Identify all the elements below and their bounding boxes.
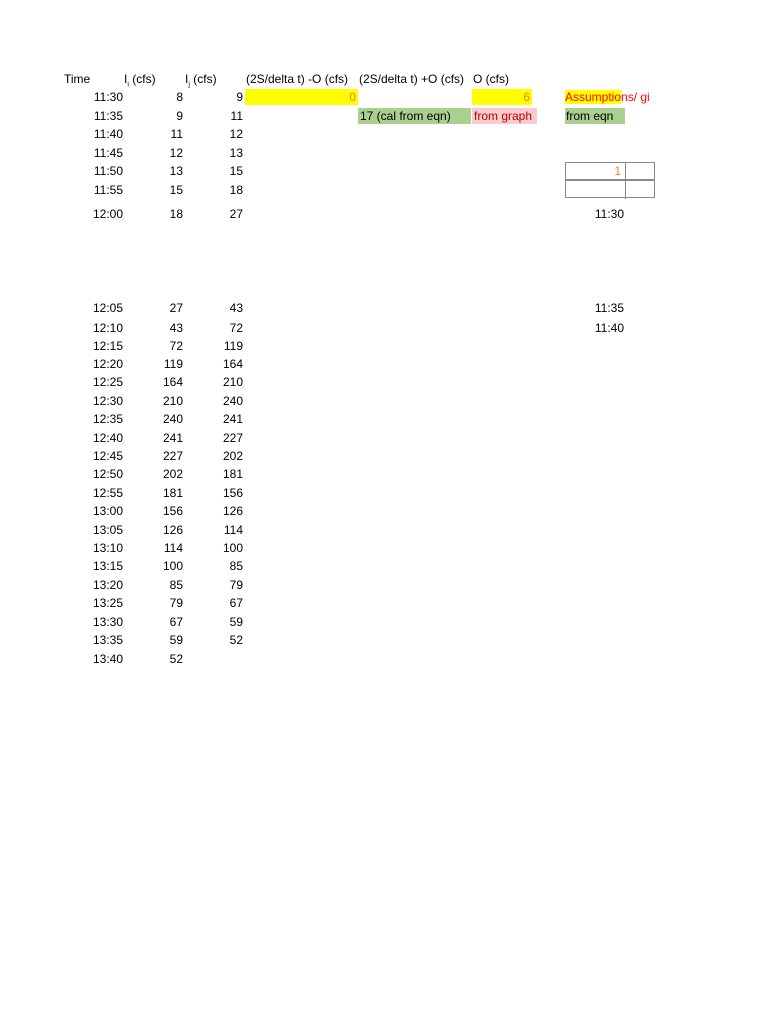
cell-ij[interactable]: 59 [229, 615, 243, 629]
cell-time[interactable]: 12:45 [92, 449, 123, 463]
cell-time[interactable]: 12:00 [92, 207, 123, 221]
cell-ii[interactable]: 119 [163, 357, 183, 371]
cell-ij[interactable]: 227 [222, 431, 243, 445]
header-2s-plus-o[interactable]: (2S/delta t) +O (cfs) [359, 72, 465, 86]
cell-ii[interactable]: 114 [163, 541, 183, 555]
cell-time[interactable]: 12:15 [92, 339, 123, 353]
cell-2s-plus-second[interactable]: 17 (cal from eqn) [358, 108, 471, 124]
cell-from-eqn[interactable]: from eqn [565, 108, 625, 124]
cell-ii[interactable]: 181 [162, 486, 183, 500]
value-2s-minus-first: 0 [349, 90, 356, 104]
cell-ij[interactable]: 114 [223, 523, 243, 537]
cell-ij[interactable]: 156 [222, 486, 243, 500]
cell-ij[interactable]: 43 [229, 301, 243, 315]
cell-2s-minus-first[interactable] [245, 89, 358, 105]
header-ii-sub: i [127, 81, 129, 89]
assumptions-highlight: Assumptio [565, 90, 622, 104]
cell-ij[interactable]: 240 [222, 394, 243, 408]
cell-ii[interactable]: 72 [169, 339, 183, 353]
cell-ij[interactable]: 13 [229, 146, 243, 160]
cell-ij[interactable]: 52 [229, 633, 243, 647]
cell-ii[interactable]: 13 [169, 164, 183, 178]
cell-time[interactable]: 12:05 [92, 301, 123, 315]
cell-time[interactable]: 13:30 [92, 615, 123, 629]
cell-o-note[interactable]: from graph [472, 108, 537, 124]
cell-time[interactable]: 13:40 [92, 652, 123, 666]
small-table-divider [625, 181, 626, 199]
cell-ij[interactable]: 181 [222, 467, 243, 481]
cell-ii[interactable]: 11 [170, 127, 183, 141]
cell-ij[interactable] [183, 651, 243, 667]
small-table-divider [625, 163, 626, 181]
cell-time[interactable]: 13:20 [92, 578, 123, 592]
cell-time[interactable]: 13:05 [92, 523, 123, 537]
cell-ij[interactable]: 18 [229, 183, 243, 197]
cell-ii[interactable]: 18 [169, 207, 183, 221]
cell-o-first[interactable] [472, 89, 532, 105]
value-o-first: 6 [523, 90, 530, 104]
cell-ij[interactable]: 100 [222, 541, 243, 555]
cell-ii[interactable]: 15 [169, 183, 183, 197]
cell-time[interactable]: 13:00 [92, 504, 123, 518]
cell-ii[interactable]: 241 [162, 431, 183, 445]
cell-ij[interactable]: 67 [229, 596, 243, 610]
cell-ij[interactable]: 85 [229, 559, 243, 573]
cell-ii[interactable]: 85 [169, 578, 183, 592]
cell-ij[interactable]: 72 [229, 321, 243, 335]
assumptions-rest: ns/ gi [621, 90, 650, 104]
cell-time[interactable]: 13:10 [92, 541, 123, 555]
cell-time[interactable]: 12:25 [92, 375, 123, 389]
cell-ii[interactable]: 67 [169, 615, 183, 629]
cell-ii[interactable]: 227 [162, 449, 183, 463]
cell-ij[interactable]: 241 [222, 412, 243, 426]
cell-time[interactable]: 13:35 [92, 633, 123, 647]
cell-time[interactable]: 11:50 [93, 164, 123, 178]
cell-ii[interactable]: 27 [169, 301, 183, 315]
header-ii-prefix: I [124, 72, 128, 86]
header-ii-suffix: (cfs) [128, 72, 156, 86]
cell-ii[interactable]: 12 [169, 146, 183, 160]
header-ij-sub: j [188, 81, 190, 89]
cell-ij[interactable]: 9 [236, 90, 243, 104]
cell-ii[interactable]: 52 [169, 652, 183, 666]
cell-ii[interactable]: 8 [176, 90, 183, 104]
small-table-value: 1 [614, 164, 621, 178]
cell-time[interactable]: 11:45 [93, 146, 123, 160]
header-o[interactable]: O (cfs) [473, 72, 509, 86]
cell-ii[interactable]: 164 [162, 375, 183, 389]
cell-ij[interactable]: 202 [222, 449, 243, 463]
cell-ij[interactable]: 12 [229, 127, 243, 141]
cell-ii[interactable]: 79 [169, 596, 183, 610]
cell-ij[interactable]: 27 [229, 207, 243, 221]
header-ij[interactable] [185, 71, 217, 87]
cell-time[interactable]: 11:55 [93, 183, 123, 197]
cell-time[interactable]: 12:20 [92, 357, 123, 371]
cell-ij[interactable]: 15 [229, 164, 243, 178]
cell-ij[interactable]: 79 [229, 578, 243, 592]
cell-time[interactable]: 11:40 [93, 127, 123, 141]
header-ij-prefix: I [185, 72, 189, 86]
side-time-b[interactable]: 11:35 [594, 301, 624, 315]
cell-ii[interactable]: 100 [162, 559, 183, 573]
cell-time[interactable]: 13:25 [92, 596, 123, 610]
cell-ii[interactable]: 156 [162, 504, 183, 518]
cell-ii[interactable]: 59 [169, 633, 183, 647]
cell-time[interactable]: 12:40 [92, 431, 123, 445]
cell-time[interactable]: 11:30 [93, 90, 123, 104]
side-time-a[interactable]: 11:30 [594, 207, 624, 221]
header-2s-minus-o[interactable]: (2S/delta t) -O (cfs) [246, 72, 349, 86]
small-table-row-2[interactable] [565, 180, 655, 198]
cell-ii[interactable]: 126 [162, 523, 183, 537]
cell-ij[interactable]: 119 [223, 339, 243, 353]
cell-assumptions[interactable] [565, 89, 650, 105]
header-time[interactable]: Time [64, 72, 91, 86]
small-table [565, 162, 655, 199]
header-ii[interactable] [124, 71, 156, 87]
side-time-c[interactable]: 11:40 [594, 321, 624, 335]
header-ij-suffix: (cfs) [189, 72, 217, 86]
cell-ii[interactable]: 210 [162, 394, 183, 408]
cell-time[interactable]: 11:35 [93, 109, 123, 123]
cell-time[interactable]: 12:55 [92, 486, 123, 500]
small-table-row-1[interactable] [565, 162, 655, 180]
cell-ij[interactable]: 11 [230, 109, 243, 123]
cell-ii[interactable]: 43 [169, 321, 183, 335]
cell-ij[interactable]: 210 [222, 375, 243, 389]
cell-time[interactable]: 12:50 [92, 467, 123, 481]
cell-ii[interactable]: 202 [162, 467, 183, 481]
cell-time[interactable]: 12:30 [92, 394, 123, 408]
cell-ii[interactable]: 240 [162, 412, 183, 426]
cell-time[interactable]: 12:35 [92, 412, 123, 426]
cell-time[interactable]: 13:15 [92, 559, 123, 573]
cell-ij[interactable]: 164 [222, 357, 243, 371]
cell-ij[interactable]: 126 [222, 504, 243, 518]
cell-time[interactable]: 12:10 [92, 321, 123, 335]
cell-ii[interactable]: 9 [176, 109, 183, 123]
